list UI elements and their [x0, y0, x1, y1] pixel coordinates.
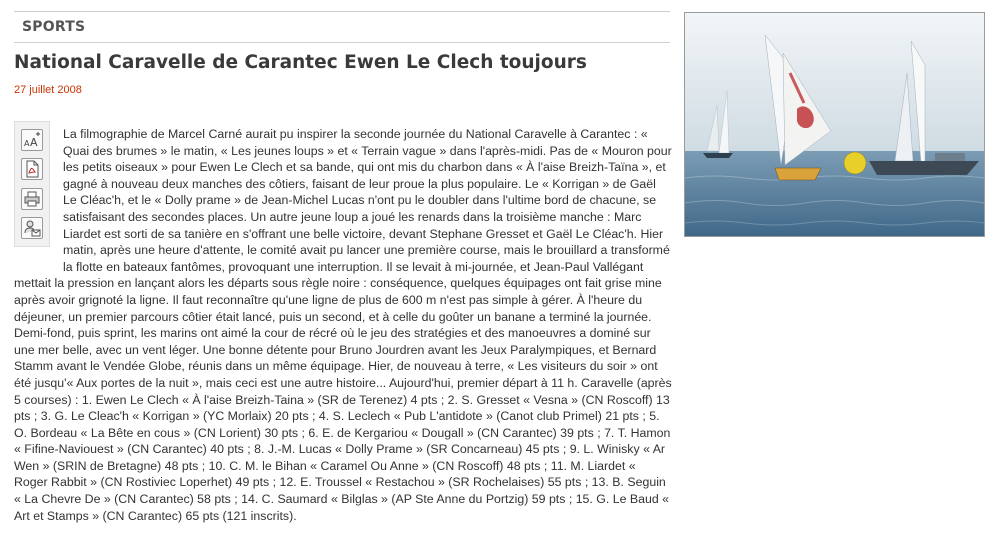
svg-text:A: A — [30, 136, 38, 149]
toolbar-spacer — [14, 126, 63, 259]
svg-text:A: A — [24, 139, 30, 148]
article-title: National Caravelle de Carantec Ewen Le Clech toujours — [14, 52, 587, 73]
section-header — [14, 11, 670, 43]
article-body — [14, 126, 672, 524]
article-date: 27 juillet 2008 — [14, 84, 82, 96]
section-label: SPORTS — [22, 19, 86, 35]
sailboat-illustration — [685, 13, 984, 236]
article-body-text: La filmographie de Marcel Carné aurait pu inspirer la seconde journée du National Caravelle à Carantec : « Quai des brumes » le matin, « Les jeunes loups » et « Terrain vague » dans l'après-midi. Pas de « Mouron pour les petits oiseaux » pour Ewen Le Clech et sa bande, qui ont mis du charbon dans « À l'aise Breizh-Taïna », et gagné à nouveau deux manches des côtiers, faisant de leur proue la plus populaire. Le « Korrigan » de Gaël Le Cléac'h, et le « Dolly prame » de Jean-Michel Lucas n'ont pu le doubler dans l'ultime bord de chacune, se satisfaisant des secondes places. Un autre jeune loup a joué les renards dans la troisième manche : Marc Liardet est sorti de sa tanière en s'offrant une belle victoire, devant Stephane Gresset et Gaël Le Cléac'h. Hier matin, après une heure d'attente, le comité avait pu lancer une première course, mais le brouillard a transformé la flotte en bateaux fantômes, provoquant une interruption. Il se levait à mi-journée, et Jean-Paul Vallégant mettait la pression en lançant alors les départs sous règle noire : conséquence, quelques équipages ont fait grise mine après avoir grignoté la ligne. Il faut reconnaître qu'une ligne de plus de 600 m n'est pas simple à gérer. À l'heure du déjeuner, un premier parcours côtier était lancé, puis un second, et à celle du goûter un banane a terminé la journée. Demi-fond, puis sprint, les marins ont aimé la cour de récré où le jeu des stratégies et des manoeuvres a dominé sur une mer belle, avec un vent léger. Une bonne détente pour Bruno Jourdren avant les Jeux Paralympiques, et Bernard Stamm avant le Vendée Globe, réunis dans un même équipage. Hier, de nouveau à terre, « Les visiteurs du soir » ont été jusqu'« Aux portes de la nuit », mais ceci est une autre histoire... Aujourd'hui, premier départ à 11 h. Caravelle (après 5 courses) : 1. Ewen Le Clech « À l'aise Breizh-Taina » (SR de Terenez) 4 pts ; 2. S. Gresset « Vesna » (CN Roscoff) 13 pts ; 3. G. Le Cleac'h « Korrigan » (YC Morlaix) 20 pts ; 4. S. Leclech « Pub L'antidote » (Canot club Primel) 21 pts ; 5. O. Bordeau « La Bête en cous » (CN Lorient) 30 pts ; 6. E. de Kergariou « Dougall » (CN Carantec) 39 pts ; 7. T. Hamon « Fifine-Naviouest » (CN Carantec) 40 pts ; 8. J.-M. Lucas « Dolly Prame » (SR Concarneau) 45 pts ; 9. L. Winisky « Ar Wen » (SRIN de Bretagne) 48 pts ; 10. C. M. le Bihan « Caramel Ou Anne » (CN Roscoff) 48 pts ; 11. M. Liardet « Roger Rabbit » (CN Rostiviec Loperhet) 49 pts ; 12. E. Troussel « Restachou » (SR Rochelaises) 55 pts ; 13. B. Seguin « La Chevre De » (CN Carantec) 58 pts ; 14. C. Saumard « Bilglas » (AP Ste Anne du Portzig) 59 pts ; 15. G. Le Baud « Art et Stamps » (CN Carantec) 65 pts (121 inscrits). — [14, 127, 672, 523]
sailboat-photo — [684, 12, 985, 237]
